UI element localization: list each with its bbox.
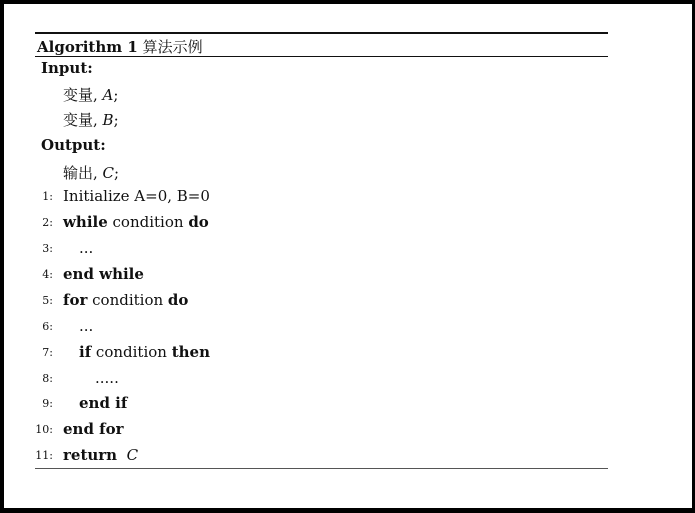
input-item-suffix: ;: [113, 86, 119, 104]
line-code: [79, 239, 93, 257]
math-variable: C: [126, 446, 139, 464]
input-item-variable: B: [102, 111, 114, 129]
algorithm-caption: [37, 36, 203, 57]
input-item: [63, 109, 119, 130]
keyword: end for: [63, 420, 124, 438]
line-code: [63, 265, 144, 283]
keyword: for: [63, 291, 88, 309]
algorithm-title: 算法示例: [142, 38, 203, 56]
line-number: 4:: [42, 268, 53, 281]
code-text: .....: [95, 369, 119, 387]
code-text: Initialize A=0, B=0: [63, 187, 210, 205]
input-item-suffix: ;: [113, 111, 119, 129]
code-text: ...: [79, 317, 94, 335]
code-text: condition: [87, 291, 168, 309]
line-code: [79, 343, 210, 361]
algorithm-label: Algorithm 1: [37, 38, 138, 56]
line-number: 5:: [42, 294, 53, 307]
line-number: 6:: [42, 320, 53, 333]
caption-rule: [35, 56, 608, 57]
line-code: [95, 369, 119, 387]
top-rule: [35, 32, 608, 34]
input-item-variable: A: [102, 86, 114, 104]
keyword: end if: [79, 394, 128, 412]
line-code: [63, 420, 124, 438]
line-code: [63, 213, 209, 231]
line-code: [79, 394, 127, 412]
keyword: then: [171, 343, 210, 361]
keyword: return: [63, 446, 118, 464]
input-heading: Input:: [41, 59, 93, 77]
line-number: 10:: [35, 423, 53, 436]
line-number: 9:: [42, 397, 53, 410]
code-text: [117, 446, 127, 464]
output-item: [63, 162, 119, 183]
output-heading: Output:: [41, 136, 106, 154]
line-code: [79, 317, 93, 335]
line-number: 1:: [42, 190, 53, 203]
input-item-prefix: 变量,: [63, 86, 103, 104]
line-number: 8:: [42, 372, 53, 385]
code-text: condition: [91, 343, 172, 361]
line-number: 3:: [42, 242, 53, 255]
output-item-prefix: 输出,: [63, 164, 103, 182]
output-item-suffix: ;: [114, 164, 120, 182]
code-text: ...: [79, 239, 94, 257]
input-item-prefix: 变量,: [63, 111, 103, 129]
code-text: condition: [107, 213, 189, 231]
line-number: 2:: [42, 216, 53, 229]
input-item: [63, 84, 118, 105]
line-number: 11:: [35, 449, 53, 462]
bottom-rule: [35, 468, 608, 469]
line-code: [63, 446, 138, 464]
line-number: 7:: [42, 346, 53, 359]
keyword: if: [79, 343, 92, 361]
keyword: do: [188, 213, 209, 231]
keyword: do: [167, 291, 189, 309]
line-code: [63, 291, 188, 309]
output-item-variable: C: [102, 164, 115, 182]
line-code: [63, 187, 210, 205]
keyword: end while: [63, 265, 144, 283]
keyword: while: [63, 213, 108, 231]
